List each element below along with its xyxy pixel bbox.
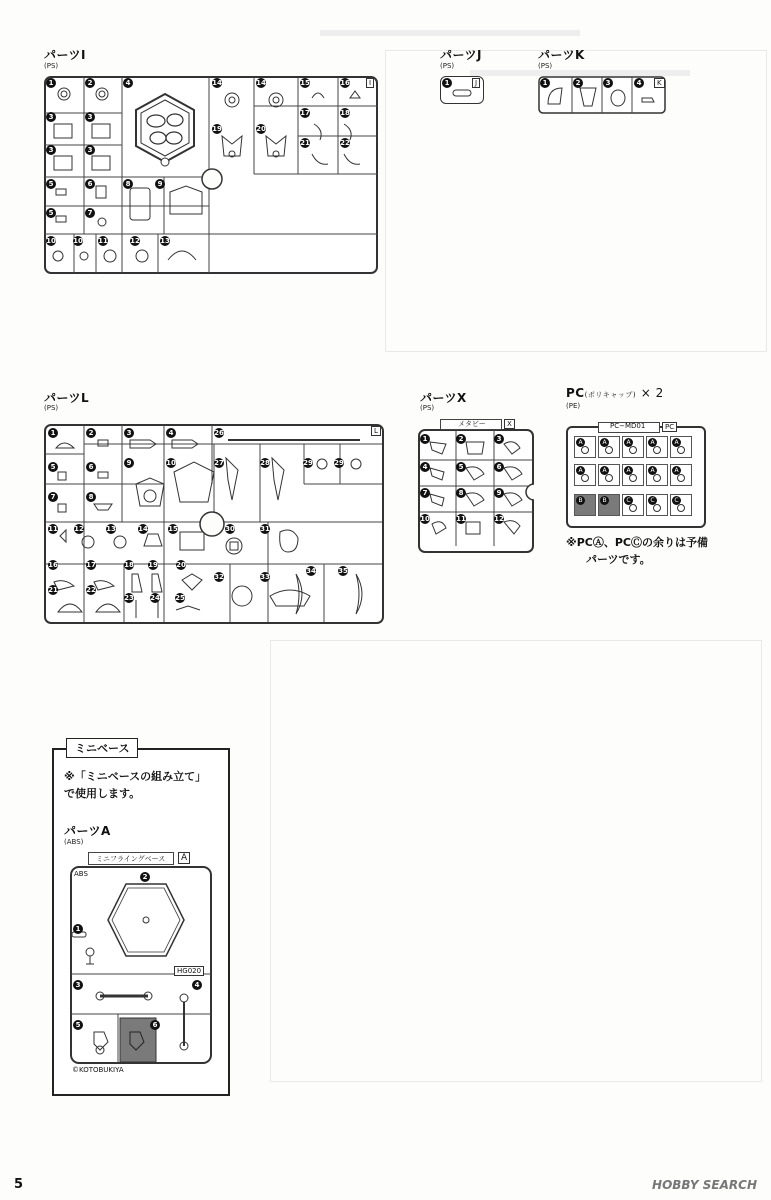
ghost-text: [320, 30, 580, 36]
ghost-frame-bottom: [270, 640, 762, 1082]
part-number: 9: [494, 488, 504, 498]
part-number: 2: [86, 428, 96, 438]
part-number: 21: [48, 586, 58, 594]
pc-hole: [605, 446, 613, 454]
part-number: 22: [86, 586, 96, 594]
part-number: 16: [340, 79, 350, 87]
part-number: 7: [85, 208, 95, 218]
part-number: 20: [176, 561, 186, 569]
pc-label: A: [600, 466, 609, 475]
pc-hole: [677, 474, 685, 482]
pc-part: [598, 494, 620, 516]
part-number: 12: [74, 525, 84, 533]
pc-label: A: [624, 466, 633, 475]
pc-label: A: [672, 466, 681, 475]
parts-x-runner-label: メタビー: [458, 420, 486, 428]
part-number: 8: [123, 179, 133, 189]
watermark-logo: HOBBY SEARCH: [652, 1178, 757, 1192]
pc-part: [574, 464, 596, 486]
part-number: 7: [48, 492, 58, 502]
parts-a-abs-label: ABS: [74, 870, 88, 878]
pc-part: [574, 494, 596, 516]
part-number: 4: [192, 980, 202, 990]
parts-x-runner: [418, 424, 534, 554]
part-number: 5: [46, 208, 56, 218]
part-number: 12: [494, 515, 504, 523]
part-number: 9: [155, 179, 165, 189]
part-number: 3: [46, 112, 56, 122]
part-number: 34: [306, 567, 316, 575]
mini-base-note-line-2: で使用します。: [64, 787, 141, 800]
part-number: 32: [214, 573, 224, 581]
part-number: 8: [456, 488, 466, 498]
parts-i-title: パーツI: [44, 48, 86, 62]
part-number: 3: [85, 112, 95, 122]
part-number: 4: [166, 428, 176, 438]
parts-j-title: パーツJ: [440, 48, 482, 62]
part-number: 17: [86, 561, 96, 569]
pc-part: [646, 494, 668, 516]
pc-part: [646, 436, 668, 458]
parts-k-tag: K: [654, 78, 665, 88]
pc-label: C: [648, 496, 657, 505]
mini-base-note-line-1: ※「ミニベースの組み立て」: [64, 770, 207, 783]
parts-pc-name: PC: [566, 386, 585, 400]
pc-label: A: [600, 438, 609, 447]
parts-l-material: (PS): [44, 404, 59, 412]
part-number: 3: [494, 434, 504, 444]
pc-note-line-1: ※PCⒶ、PCⒸの余りは予備: [566, 536, 708, 549]
pc-hole: [653, 446, 661, 454]
part-number: 26: [214, 429, 224, 437]
part-number: 18: [340, 109, 350, 117]
parts-l-runner: [44, 424, 384, 624]
parts-a-material: (ABS): [64, 838, 84, 846]
part-number: 12: [130, 237, 140, 245]
part-number: 1: [420, 434, 430, 444]
part-number: 14: [212, 79, 222, 87]
pc-hole: [677, 504, 685, 512]
parts-a-code: HG020: [174, 966, 204, 976]
part-number: 28: [260, 459, 270, 467]
part-number: 10: [166, 459, 176, 467]
parts-k-material: (PS): [538, 62, 553, 70]
pc-part: [622, 436, 644, 458]
pc-label: A: [576, 466, 585, 475]
pc-label: A: [672, 438, 681, 447]
part-number: 3: [46, 145, 56, 155]
pc-hole: [653, 474, 661, 482]
part-number: 11: [98, 237, 108, 245]
parts-a-runner-label: ミニフライングベース: [96, 855, 166, 863]
part-number: 25: [175, 594, 185, 602]
part-number: 5: [73, 1020, 83, 1030]
parts-x-material: (PS): [420, 404, 435, 412]
parts-pc-runner-label: PC−MD01: [610, 422, 646, 430]
parts-j-tag: J: [472, 78, 480, 88]
part-number: 17: [300, 109, 310, 117]
parts-a-runner: [70, 866, 212, 1064]
part-number: 24: [150, 594, 160, 602]
part-number: 7: [420, 488, 430, 498]
parts-pc-material: (PE): [566, 402, 581, 410]
part-number: 35: [338, 567, 348, 575]
parts-i-runner: [44, 76, 378, 274]
part-number: 4: [634, 78, 644, 88]
part-number: 3: [603, 78, 613, 88]
parts-k-runner: [538, 76, 666, 114]
part-number: 29: [303, 459, 313, 467]
pc-hole: [629, 474, 637, 482]
part-number: 15: [300, 79, 310, 87]
part-number: 2: [573, 78, 583, 88]
pc-note-line-2: パーツです。: [586, 553, 651, 566]
part-number: 3: [85, 145, 95, 155]
part-number: 2: [85, 78, 95, 88]
part-number: 1: [540, 78, 550, 88]
part-number: 13: [160, 237, 170, 245]
part-number: 1: [73, 924, 83, 934]
pc-hole: [581, 474, 589, 482]
pc-label: A: [648, 466, 657, 475]
mini-base-title: ミニベース: [66, 738, 138, 758]
parts-l-title: パーツL: [44, 391, 90, 405]
pc-hole: [605, 474, 613, 482]
part-number: 13: [106, 525, 116, 533]
part-number: 23: [124, 594, 134, 602]
part-number: 21: [300, 139, 310, 147]
part-number: 3: [124, 428, 134, 438]
part-number: 11: [48, 525, 58, 533]
part-number: 5: [46, 179, 56, 189]
parts-a-title: パーツA: [64, 824, 111, 838]
pc-part: [574, 436, 596, 458]
part-number: 33: [260, 573, 270, 581]
pc-hole: [629, 446, 637, 454]
part-number: 22: [340, 139, 350, 147]
part-number: 4: [123, 78, 133, 88]
parts-pc-count: × 2: [640, 386, 664, 400]
parts-k-title: パーツK: [538, 48, 585, 62]
pc-part: [670, 494, 692, 516]
parts-j-material: (PS): [440, 62, 455, 70]
part-number: 18: [124, 561, 134, 569]
part-number: 6: [494, 462, 504, 472]
parts-x-tag: X: [504, 419, 515, 429]
part-number: 14: [138, 525, 148, 533]
part-number: 20: [256, 125, 266, 133]
pc-label: B: [576, 496, 585, 505]
part-number: 6: [86, 462, 96, 472]
parts-a-tag: A: [178, 852, 190, 864]
parts-x-title: パーツX: [420, 391, 467, 405]
part-number: 3: [73, 980, 83, 990]
part-number: 1: [46, 78, 56, 88]
pc-part: [670, 436, 692, 458]
pc-part: [622, 464, 644, 486]
part-number: 29: [334, 459, 344, 467]
part-number: 10: [420, 515, 430, 523]
pc-part: [622, 494, 644, 516]
pc-label: B: [600, 496, 609, 505]
part-number: 14: [256, 79, 266, 87]
pc-part: [670, 464, 692, 486]
part-number: 5: [48, 462, 58, 472]
part-number: 5: [456, 462, 466, 472]
part-number: 1: [442, 78, 452, 88]
pc-label: A: [648, 438, 657, 447]
part-number: 2: [456, 434, 466, 444]
part-number: 27: [214, 459, 224, 467]
part-number: 10: [46, 237, 56, 245]
pc-hole: [677, 446, 685, 454]
part-j1-shape: [452, 88, 472, 98]
pc-label: C: [672, 496, 681, 505]
pc-label: C: [624, 496, 633, 505]
part-number: 19: [212, 125, 222, 133]
part-number: 4: [420, 462, 430, 472]
parts-a-maker: ©KOTOBUKIYA: [72, 1066, 124, 1074]
part-number: 10: [73, 237, 83, 245]
pc-part: [646, 464, 668, 486]
part-number: 8: [86, 492, 96, 502]
pc-hole: [653, 504, 661, 512]
pc-label: A: [624, 438, 633, 447]
part-number: 9: [124, 458, 134, 468]
pc-note: [566, 534, 708, 568]
part-number: 31: [260, 525, 270, 533]
pc-label: A: [576, 438, 585, 447]
part-number: 30: [225, 525, 235, 533]
parts-pc-name-small: (ポリキャップ): [584, 391, 637, 399]
pc-hole: [629, 504, 637, 512]
part-number: 15: [168, 525, 178, 533]
part-number: 11: [456, 515, 466, 523]
part-number: 1: [48, 428, 58, 438]
pc-part: [598, 436, 620, 458]
part-number: 16: [48, 561, 58, 569]
part-number: 6: [150, 1020, 160, 1030]
part-number: 2: [140, 872, 150, 882]
parts-pc-tag: PC: [662, 422, 677, 432]
parts-pc-title: [566, 386, 664, 400]
part-number: 19: [148, 561, 158, 569]
mini-base-note: [64, 768, 206, 802]
parts-i-material: (PS): [44, 62, 59, 70]
pc-part: [598, 464, 620, 486]
part-number: 6: [85, 179, 95, 189]
page-number: 5: [14, 1177, 24, 1192]
parts-i-tag: I: [366, 78, 374, 88]
pc-hole: [581, 446, 589, 454]
parts-l-tag: L: [371, 426, 381, 436]
